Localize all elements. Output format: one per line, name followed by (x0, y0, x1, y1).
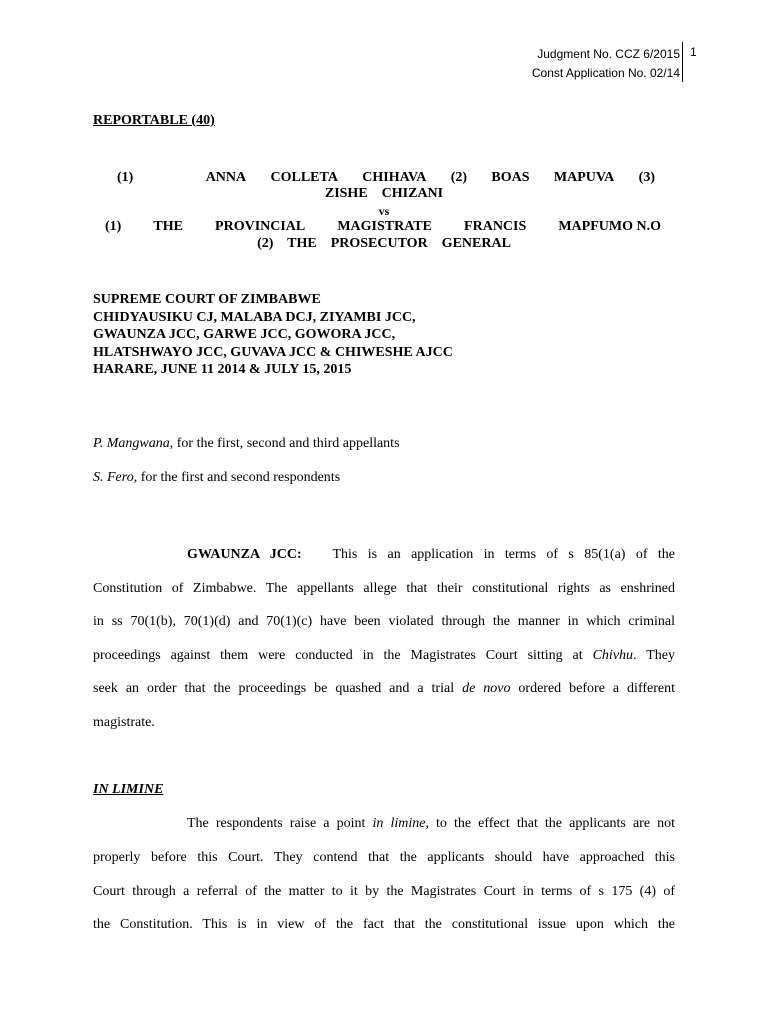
counsel-appellants (93, 436, 400, 452)
respondents-word: (1) (105, 219, 122, 234)
section-line: the Constitution. This is in view of the fact that the constitutional issue upon which the (93, 917, 675, 932)
section-line: properly before this Court. They contend that the applicants should have approached this (93, 850, 675, 865)
judgment-text: seek an order that the proceedings be quashed and a trial (93, 681, 463, 696)
judgment-line (93, 648, 675, 664)
applicants-word: BOAS (491, 170, 530, 185)
judgment-line (187, 547, 675, 563)
court-block (93, 291, 453, 379)
section-text: The respondents raise a point (187, 816, 373, 831)
place-name: Chivhu (592, 648, 634, 663)
judgment-text: . They (633, 648, 675, 663)
counsel-respondents-name: S. Fero, (93, 470, 138, 485)
respondents-word: FRANCIS (464, 219, 527, 234)
applicants-word: (2) (450, 170, 468, 185)
latin-term: in limine (372, 816, 426, 831)
judgment-line: in ss 70(1(b), 70(1)(d) and 70(1)(c) have been violated through the manner in which criminal (93, 614, 675, 629)
applicants-word: (1) (117, 170, 134, 185)
court-line: HLATSHWAYO JCC, GUVAVA JCC & CHIWESHE AJCC (93, 344, 453, 360)
respondents-word: PROVINCIAL (215, 219, 306, 234)
counsel-respondents (93, 470, 340, 486)
section-line: Court through a referral of the matter to it by the Magistrates Court in terms of s 175 (4) of (93, 884, 675, 899)
section-text: , to the effect that the applicants are not (425, 816, 676, 831)
counsel-respondents-role: for the first and second respondents (137, 470, 341, 485)
applicants-word: ANNA (205, 170, 247, 185)
applicants-word: MAPUVA (553, 170, 615, 185)
judgment-line: Constitution of Zimbabwe. The appellants allege that their constitutional rights as enshrined (93, 581, 675, 596)
judgment-text: ordered before a different (510, 681, 675, 696)
applicants-word: CHIHAVA (362, 170, 427, 185)
respondents-word: MAGISTRATE (337, 219, 432, 234)
respondents-line-1 (105, 219, 661, 235)
court-line: HARARE, JUNE 11 2014 & JULY 15, 2015 (93, 362, 352, 377)
judgment-line: magistrate. (93, 715, 155, 730)
judgment-number: Judgment No. CCZ 6/2015 (537, 47, 680, 61)
applicants-word: (3) (638, 170, 655, 185)
judgment-line (93, 681, 675, 697)
applicants-line-1 (117, 170, 655, 186)
latin-term: de novo (462, 681, 511, 696)
header-divider (682, 42, 683, 82)
counsel-appellants-role: for the first, second and third appellants (173, 436, 400, 451)
respondents-word: THE (153, 219, 183, 234)
judge-name: GWAUNZA JCC: (187, 547, 302, 562)
judgment-text: proceedings against them were conducted in the Magistrates Court sitting at (93, 648, 593, 663)
applicants-line-2: ZISHE CHIZANI (324, 186, 444, 201)
section-heading: IN LIMINE (93, 782, 164, 797)
application-number: Const Application No. 02/14 (531, 66, 680, 80)
counsel-appellants-name: P. Mangwana, (93, 436, 174, 451)
reportable-label: REPORTABLE (40) (93, 113, 215, 128)
versus-label: vs (378, 204, 390, 218)
applicants-word: COLLETA (270, 170, 338, 185)
section-line (187, 816, 675, 832)
court-line: CHIDYAUSIKU CJ, MALABA DCJ, ZIYAMBI JCC, (93, 309, 416, 325)
page-number: 1 (690, 45, 697, 59)
court-line: GWAUNZA JCC, GARWE JCC, GOWORA JCC, (93, 327, 396, 342)
judgment-text: This is an application in terms of s 85(1(a) of the (301, 547, 675, 562)
court-line: SUPREME COURT OF ZIMBABWE (93, 292, 321, 307)
page-header (532, 45, 680, 83)
respondents-line-2: (2) THE PROSECUTOR GENERAL (257, 236, 511, 251)
respondents-word: MAPFUMO N.O (558, 219, 661, 234)
